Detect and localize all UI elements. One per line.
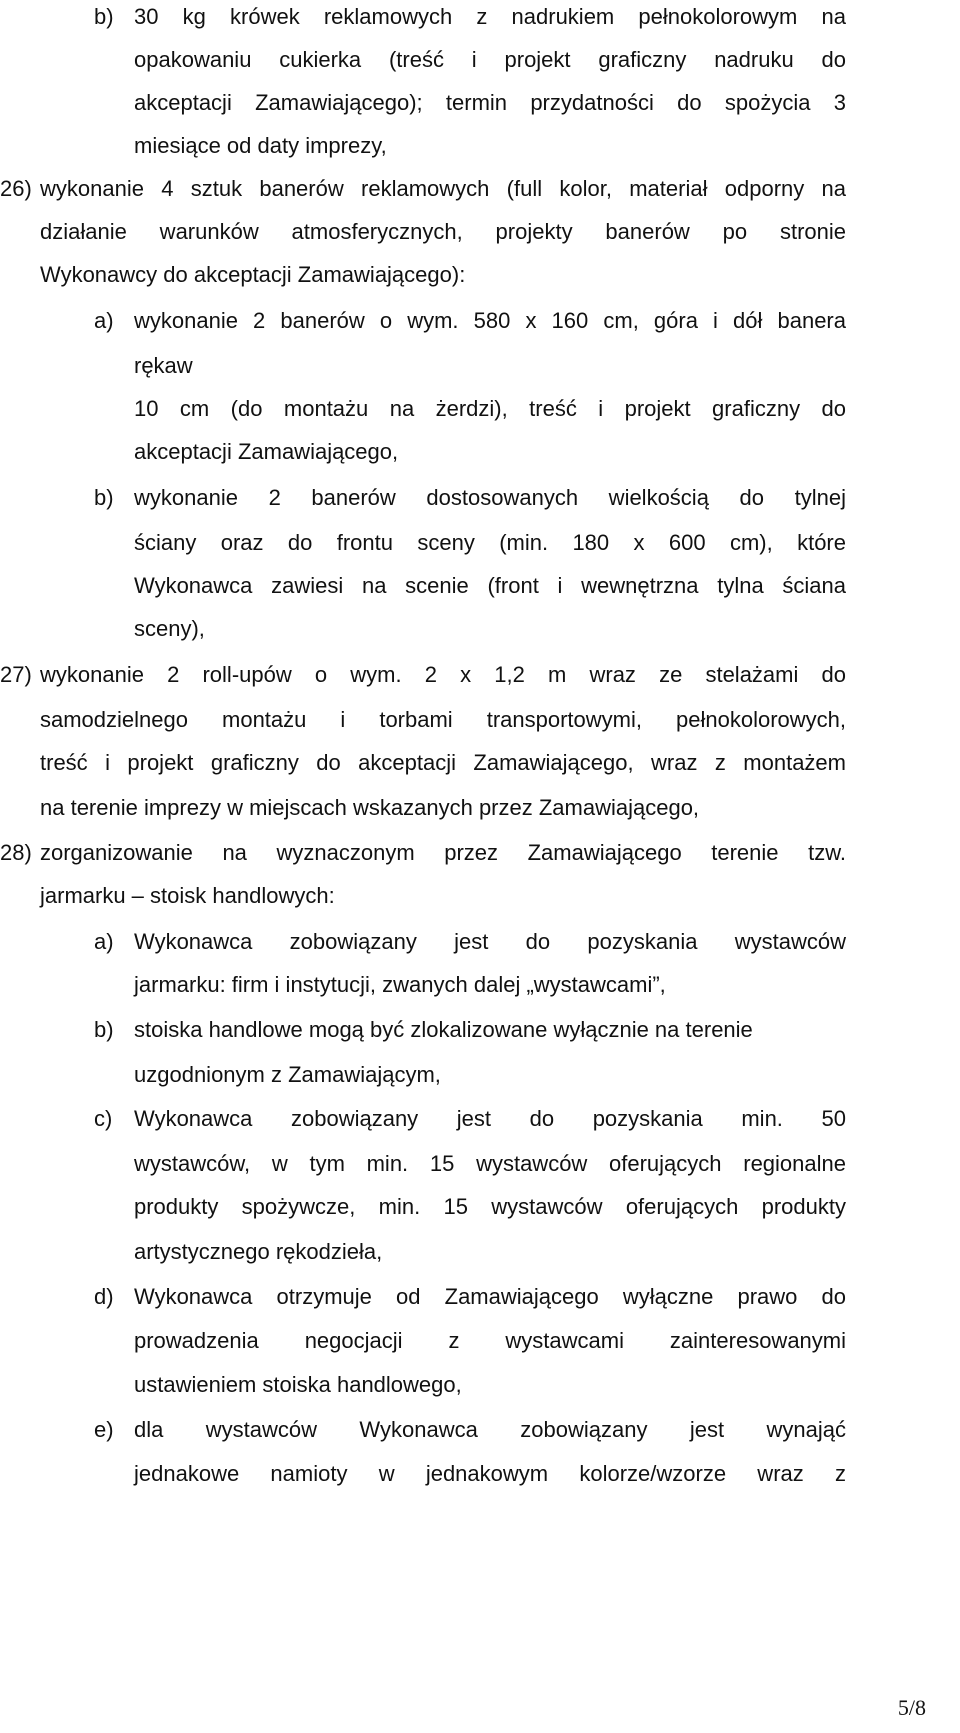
list-item-line: wykonanie 2 banerów dostosowanych wielkością do tylnej <box>134 485 846 510</box>
list-label: e) <box>94 1417 114 1442</box>
list-item-line: Wykonawca otrzymuje od Zamawiającego wyłączne prawo do <box>134 1284 846 1309</box>
list-item-line: opakowaniu cukierka (treść i projekt graficzny nadruku do <box>134 47 846 72</box>
list-item-line: wykonanie 2 banerów o wym. 580 x 160 cm, góra i dół banera <box>134 308 846 333</box>
list-label: c) <box>94 1106 113 1131</box>
list-item-line: 10 cm (do montażu na żerdzi), treść i projekt graficzny do <box>134 396 846 421</box>
list-label: 28) <box>0 840 32 865</box>
list-item-line: jarmarku: firm i instytucji, zwanych dalej „wystawcami”, <box>134 972 666 997</box>
list-item-line: ściany oraz do frontu sceny (min. 180 x 600 cm), które <box>134 530 846 555</box>
list-label: b) <box>94 485 114 510</box>
list-item-line: ustawieniem stoiska handlowego, <box>134 1372 462 1397</box>
list-label: d) <box>94 1284 114 1309</box>
list-label: 26) <box>0 176 32 201</box>
list-item-line: samodzielnego montażu i torbami transportowymi, pełnokolorowych, <box>40 707 846 732</box>
list-item-line: artystycznego rękodzieła, <box>134 1239 383 1264</box>
list-item-line: Wykonawca zawiesi na scenie (front i wewnętrzna tylna ściana <box>134 573 846 598</box>
list-item-line: produkty spożywcze, min. 15 wystawców oferujących produkty <box>134 1194 846 1219</box>
list-item-line: wykonanie 4 sztuk banerów reklamowych (full kolor, materiał odporny na <box>40 176 846 201</box>
list-item-line: akceptacji Zamawiającego); termin przydatności do spożycia 3 <box>134 90 846 115</box>
list-item-line: dla wystawców Wykonawca zobowiązany jest wynająć <box>134 1417 846 1442</box>
list-label: a) <box>94 308 114 333</box>
list-label: b) <box>94 1017 114 1042</box>
list-item-line: na terenie imprezy w miejscach wskazanych przez Zamawiającego, <box>40 795 700 820</box>
list-item-line: zorganizowanie na wyznaczonym przez Zamawiającego terenie tzw. <box>40 840 846 865</box>
list-item-line: jednakowe namioty w jednakowym kolorze/wzorze wraz z <box>134 1461 846 1486</box>
list-item-line: wykonanie 2 roll-upów o wym. 2 x 1,2 m wraz ze stelażami do <box>40 662 846 687</box>
list-item-line: akceptacji Zamawiającego, <box>134 439 399 464</box>
list-item-line: jarmarku – stoisk handlowych: <box>40 883 335 908</box>
list-item-line: działanie warunków atmosferycznych, projekty banerów po stronie <box>40 219 846 244</box>
list-item-line: Wykonawca zobowiązany jest do pozyskania wystawców <box>134 929 846 954</box>
list-item-line: 30 kg krówek reklamowych z nadrukiem pełnokolorowym na <box>134 4 846 29</box>
list-item-line: stoiska handlowe mogą być zlokalizowane wyłącznie na terenie <box>134 1017 753 1042</box>
list-label: a) <box>94 929 114 954</box>
list-item-line: prowadzenia negocjacji z wystawcami zainteresowanymi <box>134 1328 846 1353</box>
list-label: b) <box>94 4 114 29</box>
list-item-line: wystawców, w tym min. 15 wystawców oferujących regionalne <box>134 1151 846 1176</box>
list-item-line: Wykonawca zobowiązany jest do pozyskania min. 50 <box>134 1106 846 1131</box>
list-item-line: Wykonawcy do akceptacji Zamawiającego): <box>40 262 466 287</box>
list-item-line: rękaw <box>134 353 193 378</box>
list-label: 27) <box>0 662 32 687</box>
list-item-line: miesiące od daty imprezy, <box>134 133 387 158</box>
list-item-line: sceny), <box>134 616 205 641</box>
page-number: 5/8 <box>897 1695 926 1720</box>
list-item-line: treść i projekt graficzny do akceptacji Zamawiającego, wraz z montażem <box>40 750 846 775</box>
list-item-line: uzgodnionym z Zamawiającym, <box>134 1062 441 1087</box>
